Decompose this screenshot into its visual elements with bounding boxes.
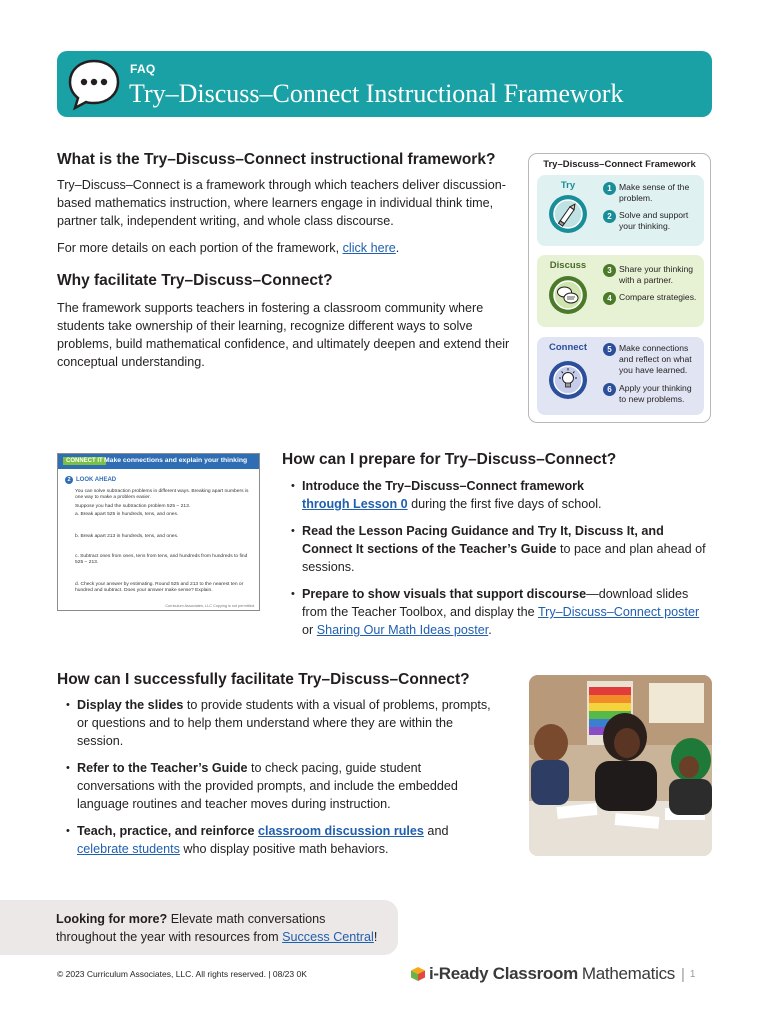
lesson-0-link[interactable]: through Lesson 0 bbox=[302, 497, 408, 511]
what-heading: What is the Try–Discuss–Connect instructional framework? bbox=[57, 151, 496, 168]
details-prefix: For more details on each portion of the framework, bbox=[57, 241, 343, 255]
thumbnail-line: You can solve subtraction problems in different ways. Breaking apart numbers is one way to make a problem easier. bbox=[75, 489, 249, 501]
thumbnail-line: Suppose you had the subtraction problem 525 − 213. bbox=[75, 504, 191, 509]
chat-bubbles-icon bbox=[549, 276, 587, 314]
classroom-photo bbox=[529, 675, 712, 856]
discussion-rules-link[interactable]: classroom discussion rules bbox=[258, 824, 424, 838]
list-item bbox=[282, 477, 712, 513]
step-number: 2 bbox=[65, 476, 73, 484]
step-text: Apply your thinking to new problems. bbox=[619, 383, 692, 404]
facilitate-list bbox=[57, 696, 502, 858]
step-text: Share your thinking with a partner. bbox=[619, 264, 694, 285]
list-item bbox=[282, 585, 712, 639]
item-text: to pace and plan ahead of sessions. bbox=[302, 542, 706, 574]
copyright-text: © 2023 Curriculum Associates, LLC. All rights reserved. | 08/23 0K bbox=[57, 969, 307, 979]
list-item bbox=[282, 522, 712, 576]
item-text: . bbox=[488, 623, 492, 637]
thumbnail-line: a. Break apart 525 in hundreds, tens, and ones. bbox=[75, 512, 179, 517]
item-text: during the first five days of school. bbox=[407, 497, 602, 511]
why-heading: Why facilitate Try–Discuss–Connect? bbox=[57, 272, 333, 289]
what-paragraph: Try–Discuss–Connect is a framework through which teachers deliver discussion-based mathematics instruction, where learners engage in individual think time, partner talk, independent writing, and whole class discourse. bbox=[57, 178, 506, 228]
brand-subject: Mathematics bbox=[581, 964, 675, 983]
pencil-icon bbox=[549, 195, 587, 233]
thumbnail-footer: Curriculum Associates, LLC Copying is not permitted. bbox=[165, 604, 255, 608]
look-ahead-heading bbox=[65, 476, 116, 484]
thumbnail-line: b. Break apart 213 in hundreds, tens, and ones. bbox=[75, 534, 179, 539]
lightbulb-icon bbox=[549, 361, 587, 399]
page-number: 1 bbox=[689, 968, 696, 980]
thumbnail-line: d. Check your answer by estimating. Round 525 and 213 to the nearest ten or hundred and subtract. Does your answer make sense? Explain. bbox=[75, 582, 244, 594]
step-text: Compare strategies. bbox=[619, 292, 697, 302]
callout-text bbox=[56, 910, 386, 946]
connect-label: Connect bbox=[549, 342, 587, 353]
intro-section bbox=[57, 151, 512, 380]
item-text: or bbox=[302, 623, 317, 637]
bold-lead: Read the Lesson Pacing Guidance and Try It, Discuss It, and Connect It sections of the Teacher’s Guide bbox=[302, 524, 664, 556]
success-central-link[interactable]: Success Central bbox=[282, 930, 374, 944]
step-number: 6 bbox=[603, 383, 616, 396]
item-text: —download slides from the Teacher Toolbox, and display the bbox=[302, 587, 689, 619]
speech-bubble-icon bbox=[66, 56, 122, 112]
framework-card bbox=[528, 153, 711, 423]
prepare-section bbox=[282, 451, 712, 648]
lesson-page-thumbnail bbox=[57, 453, 260, 611]
step-number: 1 bbox=[603, 182, 616, 195]
step-number: 3 bbox=[603, 264, 616, 277]
tdc-poster-link[interactable]: Try–Discuss–Connect poster bbox=[537, 605, 700, 619]
brand-separator: | bbox=[680, 965, 685, 983]
brand-name: i-Ready Classroom bbox=[429, 964, 578, 983]
details-suffix: . bbox=[395, 241, 400, 255]
click-here-link[interactable]: click here bbox=[342, 241, 396, 255]
step-2 bbox=[603, 210, 701, 232]
thumbnail-header-bar bbox=[58, 454, 259, 469]
why-paragraph: The framework supports teachers in fostering a classroom community where students take ownership of their learning, recognize different ways to solve problems, build mathematical confidence, and ultimately deepen and extend their conceptual understanding. bbox=[57, 301, 510, 369]
connect-it-chip: CONNECT IT bbox=[63, 457, 106, 465]
cube-logo-icon bbox=[410, 966, 426, 982]
framework-card-title: Try–Discuss–Connect Framework bbox=[543, 159, 696, 170]
connect-panel bbox=[537, 337, 704, 415]
look-ahead-label: LOOK AHEAD bbox=[76, 477, 117, 483]
step-3 bbox=[603, 264, 701, 286]
brand-logo-lockup bbox=[410, 963, 695, 985]
details-paragraph bbox=[57, 239, 512, 257]
bold-lead: Display the slides bbox=[77, 698, 184, 712]
step-text: Make sense of the problem. bbox=[619, 182, 690, 203]
item-text: to provide students with a visual of problems, prompts, or questions and to help them understand where they are within the session. bbox=[77, 698, 491, 748]
prepare-heading: How can I prepare for Try–Discuss–Connect? bbox=[282, 451, 617, 468]
try-label: Try bbox=[560, 180, 576, 191]
list-item bbox=[57, 696, 502, 750]
callout-end: ! bbox=[373, 930, 378, 944]
step-number: 5 bbox=[603, 343, 616, 356]
callout-bold: Looking for more? bbox=[56, 912, 168, 926]
list-item bbox=[57, 759, 502, 813]
item-text: and bbox=[423, 824, 449, 838]
bold-lead: Prepare to show visuals that support discourse bbox=[302, 587, 587, 601]
bold-lead: Teach, practice, and reinforce bbox=[77, 824, 255, 838]
header-banner bbox=[57, 51, 712, 117]
item-text: who display positive math behaviors. bbox=[179, 842, 389, 856]
facilitate-heading: How can I successfully facilitate Try–Discuss–Connect? bbox=[57, 671, 470, 688]
try-panel bbox=[537, 175, 704, 246]
discuss-panel bbox=[537, 255, 704, 327]
celebrate-students-link[interactable]: celebrate students bbox=[77, 842, 180, 856]
bold-lead: Introduce the Try–Discuss–Connect framework bbox=[302, 479, 585, 493]
thumbnail-line: c. Subtract ones from ones, tens from tens, and hundreds from hundreds to find 525 − 213. bbox=[75, 554, 248, 566]
step-4 bbox=[603, 292, 701, 303]
sharing-ideas-poster-link[interactable]: Sharing Our Math Ideas poster bbox=[316, 623, 489, 637]
step-5 bbox=[603, 343, 701, 376]
prepare-list bbox=[282, 477, 712, 639]
step-1 bbox=[603, 182, 701, 204]
thumbnail-bar-title: Make connections and explain your thinking bbox=[104, 457, 248, 464]
page-title: Try–Discuss–Connect Instructional Framework bbox=[129, 79, 624, 108]
step-number: 4 bbox=[603, 292, 616, 305]
faq-tag: FAQ bbox=[130, 62, 156, 76]
item-text: to check pacing, guide student conversations with the provided prompts, and include the embedded language routines and teacher moves during instruction. bbox=[77, 761, 458, 811]
list-item bbox=[57, 822, 502, 858]
step-text: Solve and support your thinking. bbox=[619, 210, 689, 231]
bold-lead: Refer to the Teacher’s Guide bbox=[77, 761, 248, 775]
step-number: 2 bbox=[603, 210, 616, 223]
callout-body: Elevate math conversations throughout the year with resources from bbox=[56, 912, 326, 944]
discuss-label: Discuss bbox=[549, 260, 587, 271]
step-text: Make connections and reflect on what you have learned. bbox=[619, 343, 692, 375]
looking-for-more-callout bbox=[0, 900, 398, 955]
facilitate-section bbox=[57, 671, 502, 867]
step-6 bbox=[603, 383, 701, 405]
